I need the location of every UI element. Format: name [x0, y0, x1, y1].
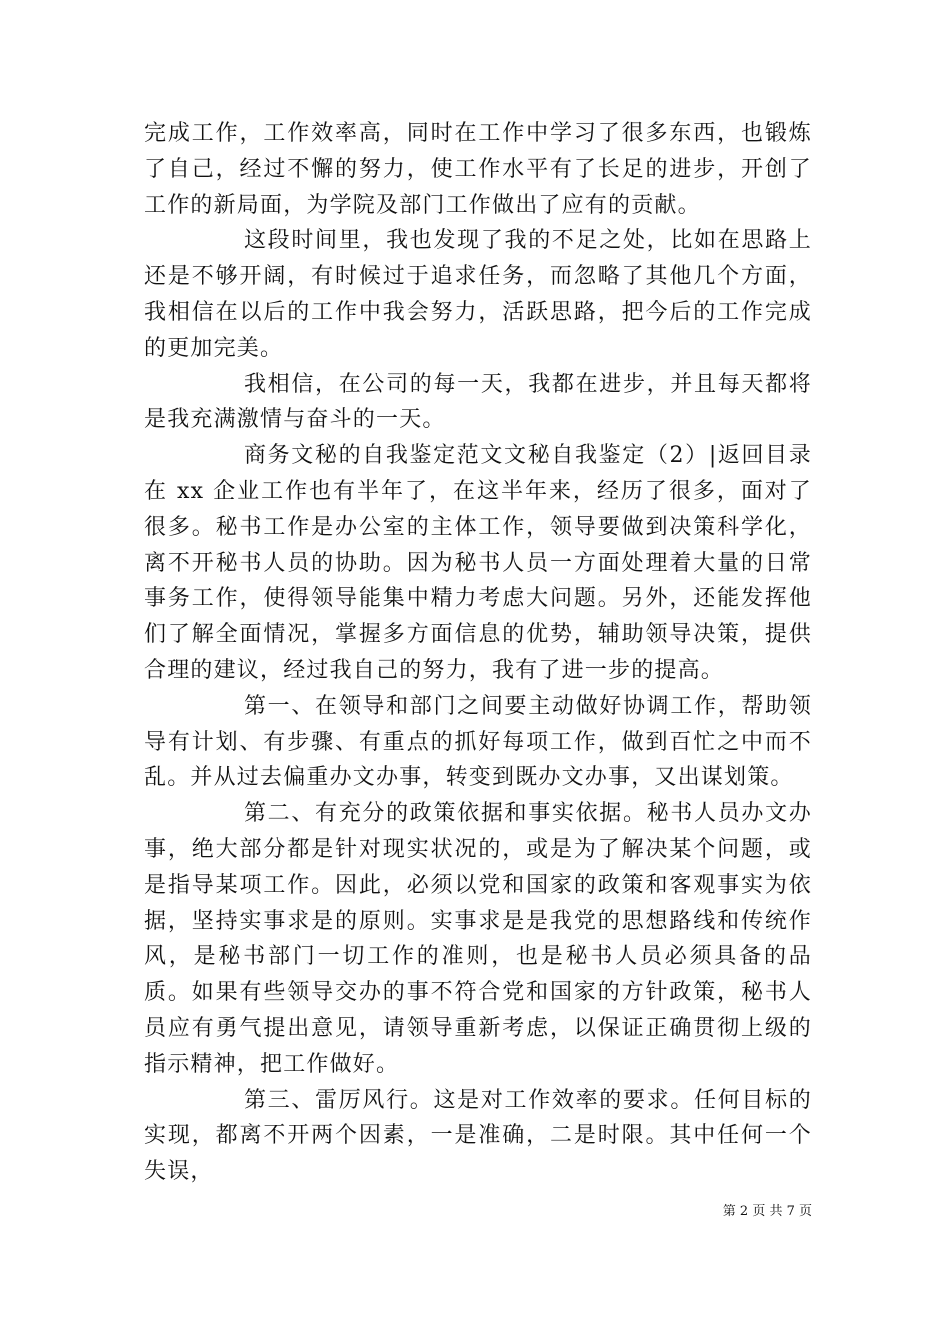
paragraph-point-1: 第一、在领导和部门之间要主动做好协调工作，帮助领导有计划、有步骤、有重点的抓好每项工作，做到百忙之中而不乱。并从过去偏重办文办事，转变到既办文办事，又出谋划策。: [144, 693, 812, 791]
paragraph-point-3: 第三、雷厉风行。这是对工作效率的要求。任何目标的实现，都离不开两个因素，一是准确，二是时限。其中任何一个失误，: [144, 1087, 812, 1185]
paragraph-point-2: 第二、有充分的政策依据和事实依据。秘书人员办文办事，绝大部分都是针对现实状况的，或是为了解决某个问题，或是指导某项工作。因此，必须以党和国家的政策和客观事实为依据，坚持实事求是的原则。实事求是是我党的思想路线和传统作风，是秘书部门一切工作的准则，也是秘书人员必须具备的品质。如果有些领导交办的事不符合党和国家的方针政策，秘书人员应有勇气提出意见，请领导重新考虑，以保证正确贯彻上级的指示精神，把工作做好。: [144, 801, 812, 1077]
document-body: [144, 116, 812, 1190]
paragraph-shortcomings: 这段时间里，我也发现了我的不足之处，比如在思路上还是不够开阔，有时候过于追求任务，而忽略了其他几个方面，我相信在以后的工作中我会努力，活跃思路，把今后的工作完成的更加完美。: [144, 228, 812, 361]
paragraph-belief: 我相信，在公司的每一天，我都在进步，并且每天都将是我充满激情与奋斗的一天。: [144, 371, 812, 433]
page-number-footer: 第 2 页 共 7 页: [722, 1204, 812, 1219]
paragraph-section-2-intro: 商务文秘的自我鉴定范文文秘自我鉴定（2）|返回目录在 xx 企业工作也有半年了，在这半年来，经历了很多，面对了很多。秘书工作是办公室的主体工作，领导要做到决策科学化，离不开秘书人员的协助。因为秘书人员一方面处理着大量的日常事务工作，使得领导能集中精力考虑大问题。另外，还能发挥他们了解全面情况，掌握多方面信息的优势，辅助领导决策，提供合理的建议，经过我自己的努力，我有了进一步的提高。: [144, 443, 812, 683]
paragraph-continued: 完成工作，工作效率高，同时在工作中学习了很多东西，也锻炼了自己，经过不懈的努力，使工作水平有了长足的进步，开创了工作的新局面，为学院及部门工作做出了应有的贡献。: [144, 121, 812, 218]
